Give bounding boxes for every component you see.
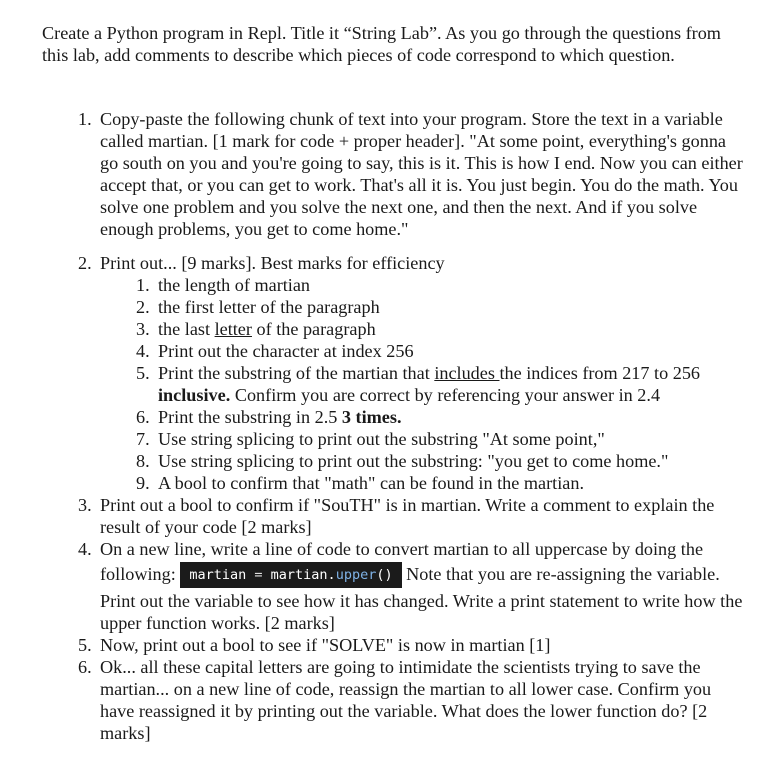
code-operator: = bbox=[254, 567, 263, 583]
code-object: martian. bbox=[270, 567, 336, 583]
sub-question-text-start: Print the substring in 2.5 bbox=[158, 407, 342, 427]
sub-question-4 bbox=[136, 340, 733, 362]
code-snippet bbox=[180, 562, 401, 588]
sub-question-text-end: Confirm you are correct by referencing your answer in 2.4 bbox=[230, 385, 661, 405]
question-number: 6. bbox=[78, 657, 92, 677]
question-text: Print out... [9 marks]. Best marks for efficiency bbox=[100, 253, 445, 273]
sub-question-7 bbox=[136, 428, 733, 450]
sub-question-list bbox=[136, 274, 733, 494]
question-text: Ok... all these capital letters are going to intimidate the scientists trying to save the martian... on a new line of code, reassign the martian to all lower case. Confirm you have reassigned it by printing out the variable. What does the lower function do? [2 marks] bbox=[100, 657, 712, 743]
code-method: upper bbox=[335, 567, 377, 583]
sub-question-text: the length of martian bbox=[158, 275, 311, 295]
sub-question-8 bbox=[136, 450, 733, 472]
sub-question-text: Use string splicing to print out the substring: "you get to come home." bbox=[158, 451, 669, 471]
intro-paragraph: Create a Python program in Repl. Title it “String Lab”. As you go through the questions from this lab, add comments to describe which pieces of code correspond to which question. bbox=[42, 23, 721, 65]
question-number: 3. bbox=[78, 495, 92, 515]
question-number: 2. bbox=[78, 253, 92, 273]
question-1 bbox=[78, 108, 745, 240]
question-number: 5. bbox=[78, 635, 92, 655]
question-2 bbox=[78, 252, 745, 494]
question-3 bbox=[78, 494, 745, 538]
question-4 bbox=[78, 538, 745, 634]
question-text: Now, print out a bool to see if "SOLVE" is now in martian [1] bbox=[100, 635, 551, 655]
underlined-word: includes bbox=[434, 363, 500, 383]
question-text-end: Note that you are re-assigning the variable. Print out the variable to see how it has changed. Write a print statement to write how the upper function works. [2 marks] bbox=[100, 564, 743, 633]
bold-text: inclusive. bbox=[158, 385, 231, 405]
sub-question-text: A bool to confirm that "math" can be found in the martian. bbox=[158, 473, 584, 493]
question-text-start: On a new line, write a line of code to convert martian to all uppercase by doing the following: bbox=[100, 539, 704, 584]
sub-question-3 bbox=[136, 318, 733, 340]
sub-question-text: Use string splicing to print out the substring "At some point," bbox=[158, 429, 605, 449]
bold-text: 3 times. bbox=[341, 407, 402, 427]
sub-question-9 bbox=[136, 472, 733, 494]
sub-question-number: 7. bbox=[136, 429, 150, 449]
sub-question-number: 3. bbox=[136, 319, 150, 339]
underlined-word: letter bbox=[214, 319, 252, 339]
sub-question-number: 8. bbox=[136, 451, 150, 471]
sub-question-2 bbox=[136, 296, 733, 318]
question-text: Print out a bool to confirm if "SouTH" is in martian. Write a comment to explain the result of your code [2 marks] bbox=[100, 495, 715, 537]
sub-question-text: Print out the character at index 256 bbox=[158, 341, 414, 361]
sub-question-text-start: Print the substring of the martian that bbox=[158, 363, 435, 383]
sub-question-text-start: the last bbox=[158, 319, 215, 339]
question-text: Copy-paste the following chunk of text into your program. Store the text in a variable called martian. [1 mark for code + proper header]. "At some point, everything's gonna go south on you and you're going to say, this is it. This is how I end. Now you can either accept that, or you can get to work. That's all it is. You just begin. You do the math. You solve one problem and you solve the next one, and then the next. And if you solve enough problems, you get to come home." bbox=[100, 109, 743, 239]
sub-question-number: 2. bbox=[136, 297, 150, 317]
code-parens: () bbox=[376, 567, 393, 583]
question-number: 1. bbox=[78, 109, 92, 129]
sub-question-1 bbox=[136, 274, 733, 296]
sub-question-number: 6. bbox=[136, 407, 150, 427]
sub-question-number: 4. bbox=[136, 341, 150, 361]
sub-question-number: 9. bbox=[136, 473, 150, 493]
question-6 bbox=[78, 656, 745, 744]
question-5 bbox=[78, 634, 745, 656]
code-variable: martian bbox=[189, 567, 247, 583]
question-number: 4. bbox=[78, 539, 92, 559]
sub-question-number: 5. bbox=[136, 363, 150, 383]
sub-question-text-end: of the paragraph bbox=[251, 319, 376, 339]
question-list bbox=[78, 108, 745, 744]
sub-question-5 bbox=[136, 362, 733, 406]
sub-question-number: 1. bbox=[136, 275, 150, 295]
sub-question-text-middle: the indices from 217 to 256 bbox=[499, 363, 701, 383]
sub-question-text: the first letter of the paragraph bbox=[158, 297, 380, 317]
sub-question-6 bbox=[136, 406, 733, 428]
